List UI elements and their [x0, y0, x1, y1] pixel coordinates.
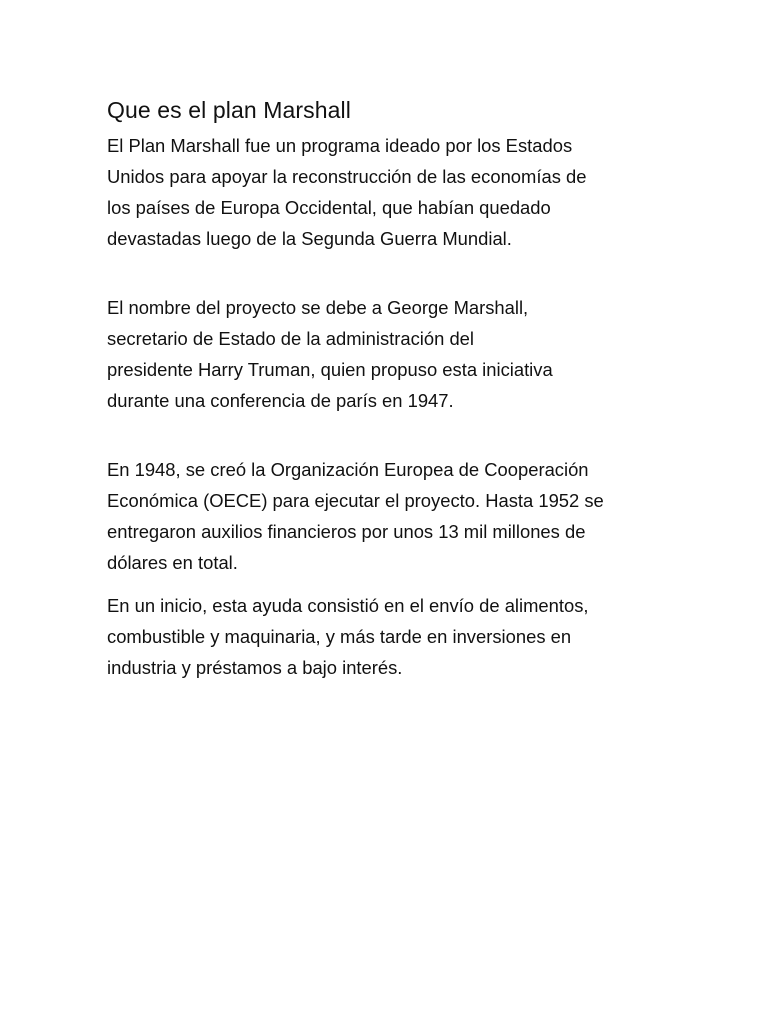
paragraph-line: En 1948, se creó la Organización Europea de Cooperación — [107, 459, 589, 480]
paragraph-2 — [107, 292, 667, 416]
paragraph-line: Económica (OECE) para ejecutar el proyecto. Hasta 1952 se — [107, 490, 604, 511]
paragraph-line: presidente Harry Truman, quien propuso esta iniciativa — [107, 359, 553, 380]
document-title: Que es el plan Marshall — [107, 97, 351, 123]
paragraph-line: El nombre del proyecto se debe a George Marshall, — [107, 297, 529, 318]
paragraph-4 — [107, 590, 667, 683]
paragraph-line: En un inicio, esta ayuda consistió en el envío de alimentos, — [107, 595, 589, 616]
paragraph-line: combustible y maquinaria, y más tarde en inversiones en — [107, 626, 572, 647]
paragraph-line: los países de Europa Occidental, que habían quedado — [107, 197, 551, 218]
paragraph-line: El Plan Marshall fue un programa ideado por los Estados — [107, 135, 573, 156]
document-body — [107, 92, 667, 683]
paragraph-line: durante una conferencia de parís en 1947. — [107, 390, 454, 411]
paragraph-line: devastadas luego de la Segunda Guerra Mundial. — [107, 228, 512, 249]
paragraph-line: entregaron auxilios financieros por unos 13 mil millones de — [107, 521, 586, 542]
paragraph-line: secretario de Estado de la administración del — [107, 328, 474, 349]
paragraph-line: industria y préstamos a bajo interés. — [107, 657, 403, 678]
paragraph-line: Unidos para apoyar la reconstrucción de las economías de — [107, 166, 587, 187]
paragraph-line: dólares en total. — [107, 552, 238, 573]
paragraph-3 — [107, 454, 667, 578]
paragraph-1 — [107, 130, 667, 254]
